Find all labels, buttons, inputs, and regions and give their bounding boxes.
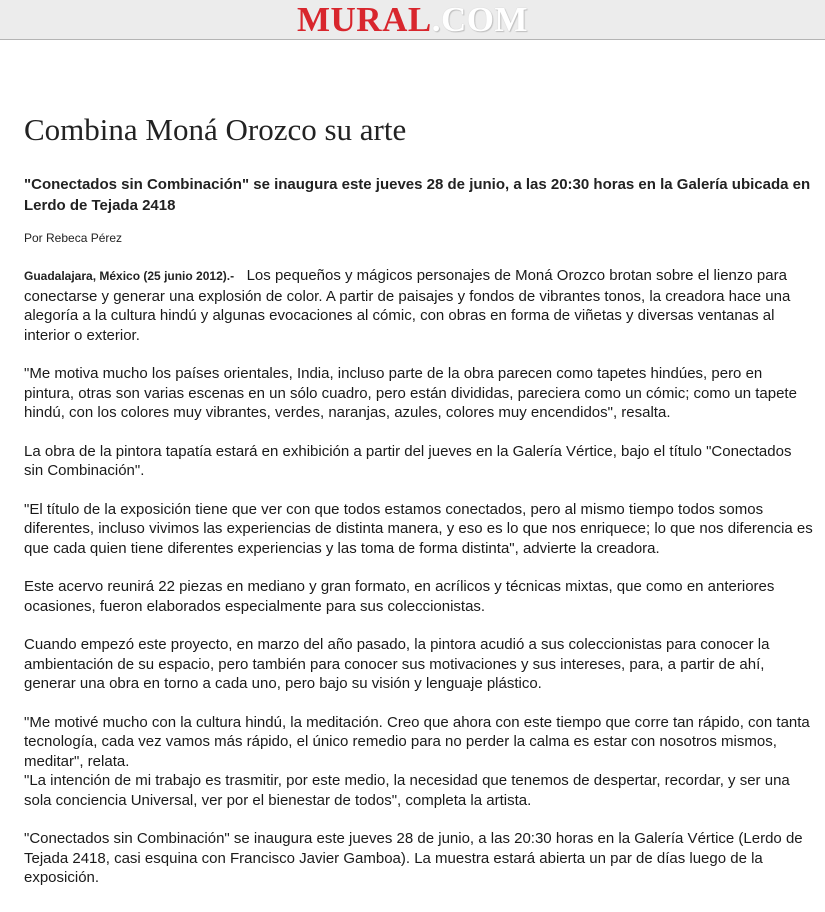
- paragraph-text: Los pequeños y mágicos personajes de Moná Orozco brotan sobre el lienzo para conectarse y generar una explosión de color. A partir de paisajes y fondos de vibrantes tonos, la creadora hace una alegoría a la cultura hindú y algunas evocaciones al cómic, con obras en forma de viñetas y diversas ventanas al interior o exterior.: [24, 267, 791, 344]
- article-paragraph: "Conectados sin Combinación" se inaugura este jueves 28 de junio, a las 20:30 horas en la Galería Vértice (Lerdo de Tejada 2418, casi esquina con Francisco Javier Gamboa). La muestra estará abierta un par de días luego de la exposición.: [24, 830, 803, 886]
- logo-suffix-text: .COM: [431, 0, 528, 39]
- article-paragraph: "Me motivé mucho con la cultura hindú, la meditación. Creo que ahora con este tiempo que corre tan rápido, con tanta tecnología, cada vez vamos más rápido, el único remedio para no perder la calma es estar con nosotros mismos, meditar", relata.: [24, 713, 810, 770]
- article-title: Combina Moná Orozco su arte: [24, 112, 407, 147]
- article: [24, 109, 814, 888]
- article-paragraph: "Me motiva mucho los países orientales, India, incluso parte de la obra parecen como tapetes hindúes, pero en pintura, otras son varias escenas en un sólo cuadro, pero están divididas, pareciera como un cómic; como un tapete hindú, con los colores muy vibrantes, verdes, naranjas, azules, colores muy encendidos", resalta.: [24, 365, 797, 421]
- logo-main-text: MURAL: [296, 0, 432, 39]
- article-paragraph: [24, 266, 814, 345]
- article-byline: Por Rebeca Pérez: [24, 231, 123, 245]
- article-paragraph: La obra de la pintora tapatía estará en exhibición a partir del jueves en la Galería Vértice, bajo el título "Conectados sin Combinación".: [24, 442, 792, 479]
- article-paragraph: "El título de la exposición tiene que ver con que todos estamos conectados, pero al mismo tiempo todos somos diferentes, incluso vivimos las experiencias de distinta manera, y eso es lo que nos enriquece; lo que nos diferencia es que cada quien tiene diferentes experiencias y las toma de forma distinta", advierte la creadora.: [24, 500, 813, 557]
- article-paragraph: Cuando empezó este proyecto, en marzo del año pasado, la pintora acudió a sus coleccionistas para conocer la ambientación de su espacio, pero también para conocer sus motivaciones y sus intereses, para, a partir de ahí, generar una obra en torno a cada uno, pero bajo su visión y lenguaje plástico.: [24, 636, 770, 692]
- article-dateline: Guadalajara, México (25 junio 2012).-: [24, 269, 235, 283]
- article-body: [24, 266, 814, 888]
- article-paragraph: "La intención de mi trabajo es trasmitir, por este medio, la necesidad que tenemos de despertar, recordar, y ser una sola conciencia Universal, ver por el bienestar de todos", completa la artista.: [24, 772, 790, 809]
- site-logo[interactable]: [297, 2, 528, 38]
- article-paragraph: Este acervo reunirá 22 piezas en mediano y gran formato, en acrílicos y técnicas mixtas, que como en anteriores ocasiones, fueron elaborados especialmente para sus coleccionistas.: [24, 578, 775, 615]
- masthead: [0, 0, 825, 40]
- article-subtitle: "Conectados sin Combinación" se inaugura este jueves 28 de junio, a las 20:30 horas en la Galería ubicada en Lerdo de Tejada 2418: [24, 176, 811, 214]
